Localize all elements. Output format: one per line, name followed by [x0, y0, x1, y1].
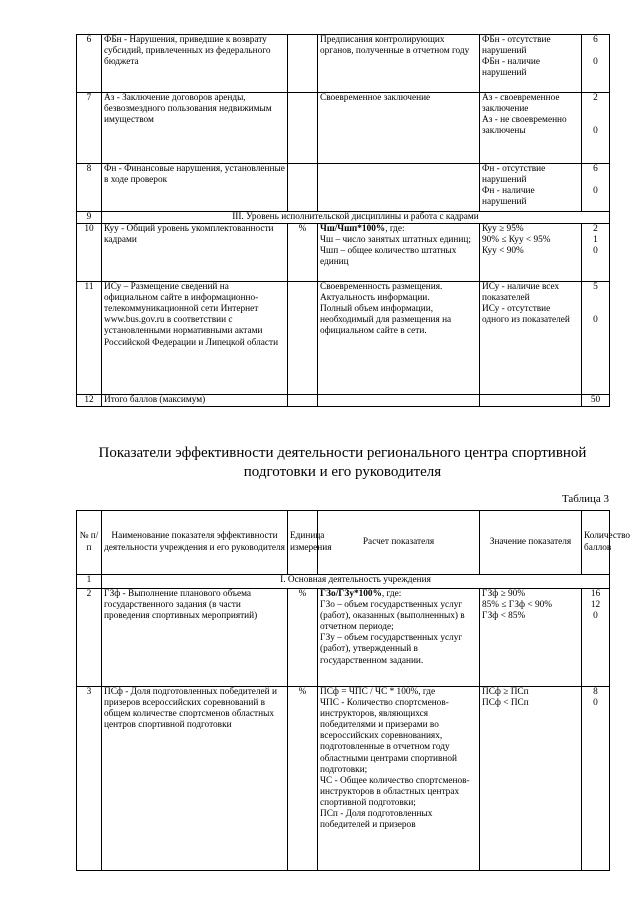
- value: ИСу - наличие всех показателей ИСу - отсутствие одного из показателей: [480, 282, 582, 395]
- score: 16 12 0: [582, 589, 610, 687]
- row-number: 1: [77, 575, 102, 589]
- header-calculation: Расчет показателя: [318, 511, 480, 575]
- unit: [288, 282, 318, 395]
- calculation: [318, 164, 480, 212]
- table-row: [77, 93, 610, 164]
- total-score: 50: [582, 395, 610, 407]
- indicator-name: Аз - Заключение договоров аренды, безвозмездного пользования недвижимым имуществом: [102, 93, 288, 164]
- indicator-name: Фн - Финансовые нарушения, установленные в ходе проверок: [102, 164, 288, 212]
- total-label: Итого баллов (максимум): [102, 395, 288, 407]
- value: Куу ≥ 95% 90% ≤ Куу < 95% Куу < 90%: [480, 224, 582, 282]
- score: 8 0: [582, 687, 610, 871]
- formula: Чш/Чшп*100%: [320, 224, 386, 235]
- unit: %: [288, 224, 318, 282]
- row-number: 7: [77, 93, 102, 164]
- row-number: 6: [77, 35, 102, 93]
- row-number: 3: [77, 687, 102, 871]
- unit: [288, 164, 318, 212]
- calculation: Своевременное заключение: [318, 93, 480, 164]
- table-row: [77, 224, 610, 282]
- table-upper: [76, 34, 610, 407]
- table-row: [77, 164, 610, 212]
- value: ГЗф ≥ 90% 85% ≤ ГЗф < 90% ГЗф < 85%: [480, 589, 582, 687]
- indicator-name: ФБн - Нарушения, приведшие к возврату субсидий, привлеченных из федерального бюджета: [102, 35, 288, 93]
- row-number: 8: [77, 164, 102, 212]
- table-row: [77, 687, 610, 871]
- unit: [288, 35, 318, 93]
- indicator-name: Куу - Общий уровень укомплектованности кадрами: [102, 224, 288, 282]
- header-name: Наименование показателя эффективности деятельности учреждения и его руководителя: [102, 511, 288, 575]
- value: ФБн - отсутствие нарушений ФБн - наличие нарушений: [480, 35, 582, 93]
- section-title: III. Уровень исполнительской дисциплины и работа с кадрами: [102, 212, 610, 224]
- calculation: [318, 224, 480, 282]
- score: 2 0: [582, 93, 610, 164]
- table-row: [77, 282, 610, 395]
- formula-explanation: , где: ГЗо – объем государственных услуг (работ), оказанных (выполненных) в отчетном периоде; ГЗу – объем государственных услуг (работ), утвержденный в государственном задании.: [320, 589, 465, 666]
- score: 6 0: [582, 35, 610, 93]
- table-row: [77, 589, 610, 687]
- value: Фн - отсутствие нарушений Фн - наличие нарушений: [480, 164, 582, 212]
- score: 2 1 0: [582, 224, 610, 282]
- table-header: [77, 511, 610, 575]
- formula: ГЗо/ГЗу*100%: [320, 589, 382, 599]
- unit: [288, 93, 318, 164]
- header-unit: Единица измерения: [288, 511, 318, 575]
- row-number: 11: [77, 282, 102, 395]
- section-heading: Показатели эффективности деятельности регионального центра спортивной подготовки и его руководителя: [98, 445, 587, 480]
- unit: %: [288, 687, 318, 871]
- calculation: Предписания контролирующих органов, полученные в отчетном году: [318, 35, 480, 93]
- row-number: 9: [77, 212, 102, 224]
- section-row: [77, 575, 610, 589]
- indicator-name: ПСф - Доля подготовленных победителей и призеров всероссийских соревнований в общем количестве спортсменов областных центров спортивной подготовки: [102, 687, 288, 871]
- header-value: Значение показателя: [480, 511, 582, 575]
- unit: %: [288, 589, 318, 687]
- formula-explanation: , где: Чш – число занятых штатных единиц; Чшп – общее количество штатных единиц: [320, 224, 471, 268]
- section-row: [77, 212, 610, 224]
- header-number: № п/п: [77, 511, 102, 575]
- header-score: Количество баллов: [582, 511, 610, 575]
- indicator-name: ГЗф - Выполнение планового объема государственного задания (в части проведения спортивных мероприятий): [102, 589, 288, 687]
- calculation: ПСф = ЧПС / ЧС * 100%, где ЧПС - Количество спортсменов-инструкторов, являющихся победителями и призерами во всероссийских соревнованиях, подготовленные в отчетном году областными центрами спортивной подготовки; ЧС - Общее количество спортсменов-инструкторов в областных центрах спортивной подготовки; ПСп - Доля подготовленных победителей и призеров: [318, 687, 480, 871]
- table-indicators: [76, 510, 631, 871]
- section-title: I. Основная деятельность учреждения: [102, 575, 610, 589]
- table-row: [77, 35, 610, 93]
- value: Аз - своевременное заключение Аз - не своевременно заключены: [480, 93, 582, 164]
- score: 6 0: [582, 164, 610, 212]
- row-number: 2: [77, 589, 102, 687]
- value: ПСф ≥ ПСп ПСф < ПСп: [480, 687, 582, 871]
- calculation: Своевременность размещения. Актуальность информации. Полный объем информации, необходимый для размещения на официальном сайте в сети.: [318, 282, 480, 395]
- row-number: 10: [77, 224, 102, 282]
- calculation: [318, 589, 480, 687]
- score: 5 0: [582, 282, 610, 395]
- total-row: [77, 395, 610, 407]
- table-caption: Таблица 3: [561, 493, 609, 505]
- row-number: 12: [77, 395, 102, 407]
- indicator-name: ИСу – Размещение сведений на официальном сайте в информационно-телекоммуникационной сети Интернет www.bus.gov.ru в соответствии с установленными нормативными актами Российской Федерации и Липецкой области: [102, 282, 288, 395]
